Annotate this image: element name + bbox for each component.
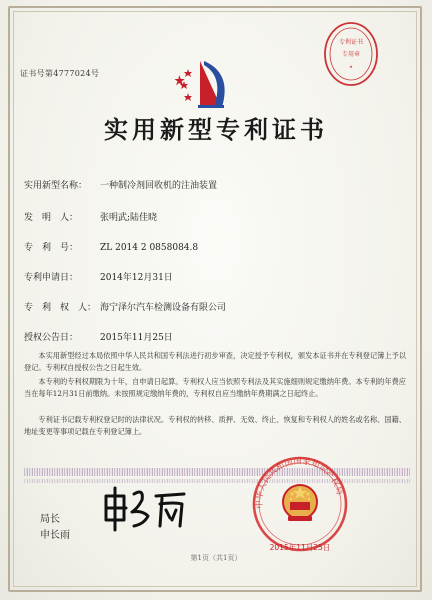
svg-text:专用章: 专用章 [341,51,361,58]
field-value: 2015年11月25日 [100,333,173,343]
seal-date-text: 2015年11月25日 [269,543,331,552]
field-label: 专利申请日： [24,273,79,283]
field-grant-date [24,330,173,343]
page-title: 实用新型专利证书 [104,115,328,144]
field-value: 一种制冷剂回收机的注油装置 [100,181,218,191]
field-value: ZL 2014 2 0858084.8 [100,243,199,253]
director-title: 局长 [40,514,60,525]
field-label: 发 明 人： [24,213,79,223]
field-label: 专 利 权 人： [24,303,97,313]
page-footer: 第1页（共1页） [190,554,242,562]
certificate-number: 证书号第4777024号 [20,69,100,78]
field-label: 实用新型名称： [24,181,88,191]
field-utility-model-name [24,178,217,191]
field-application-date [24,270,173,283]
field-label: 授权公告日： [24,333,79,343]
field-inventors [24,210,157,223]
sipo-emblem-icon [170,55,240,113]
svg-text:★: ★ [349,64,353,69]
svg-text:中华人民共和国国家知识产权局: 中华人民共和国国家知识产权局 [254,456,345,509]
patent-office-stamp [322,20,380,88]
director-name: 申长雨 [40,530,70,541]
director-signature [98,486,190,532]
field-value: 2014年12月31日 [100,273,173,283]
paragraph-legal-status: 专利证书记载专利权登记时的法律状况。专利权的转移、质押、无效、终止、恢复和专利权人的姓名或名称、国籍、地址变更等事项记载在专利登记簿上。 [24,415,406,437]
paragraph-grant: 本实用新型经过本局依照中华人民共和国专利法进行初步审查，决定授予专利权，颁发本证书并在专利登记簿上予以登记。专利权自授权公告之日起生效。 [24,351,406,373]
field-patent-number [24,240,198,253]
official-seal [234,452,366,552]
paragraph-term: 本专利的专利权期限为十年，自申请日起算。专利权人应当依照专利法及其实施细则规定缴纳年费。本专利的年费应当在每年12月31日前缴纳。未按照规定缴纳年费的，专利权自应当缴纳年费期满之日起终止。 [24,377,406,399]
field-label: 专 利 号： [24,243,79,253]
field-patentee [24,300,226,313]
field-value: 海宁泽尔汽车检测设备有限公司 [100,303,227,313]
field-value: 张明武;陆佳晓 [100,213,158,223]
svg-text:专利证书: 专利证书 [338,39,364,46]
